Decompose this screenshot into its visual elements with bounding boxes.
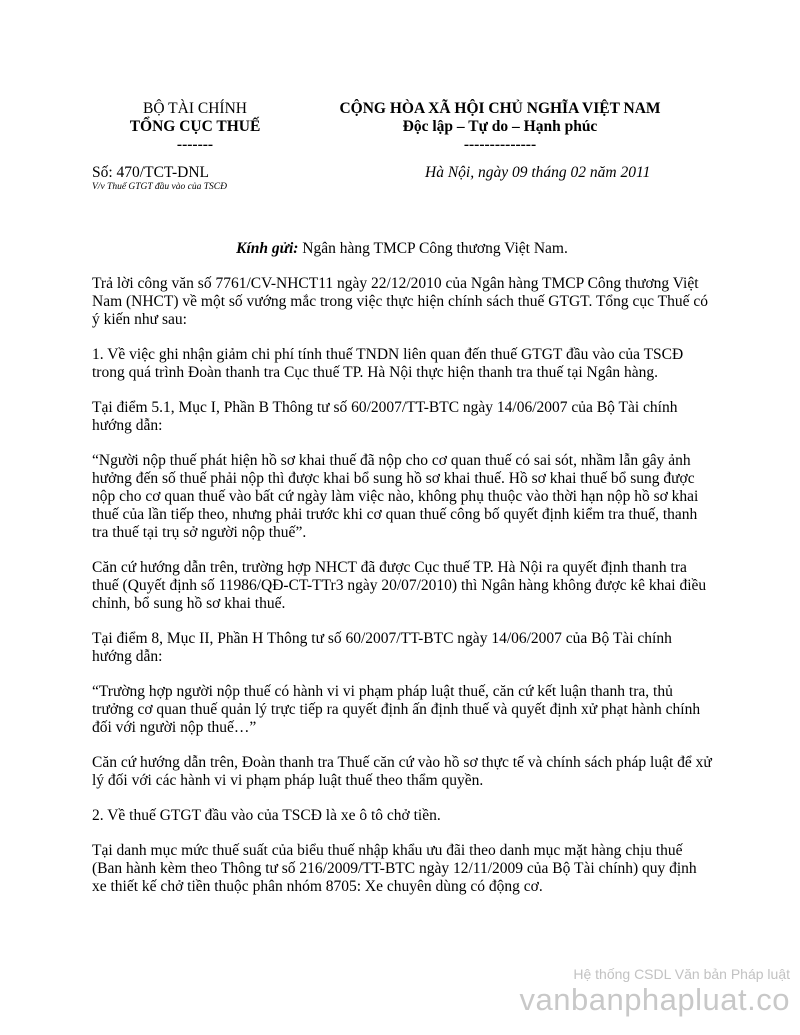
national-title-block bbox=[300, 100, 700, 154]
greeting bbox=[92, 240, 712, 258]
paragraph: Trả lời công văn số 7761/CV-NHCT11 ngày 22/12/2010 của Ngân hàng TMCP Công thương Việt Nam (NHCT) về một số vướng mắc trong việc thực hiện chính sách thuế GTGT. Tổng cục Thuế có ý kiến như sau: bbox=[92, 275, 708, 328]
issuer-block bbox=[95, 100, 295, 154]
department-name: TỔNG CỤC THUẾ bbox=[129, 118, 261, 135]
place-date: Hà Nội, ngày 09 tháng 02 năm 2011 bbox=[425, 164, 651, 181]
motto-divider: -------------- bbox=[463, 136, 537, 153]
issuer-divider: ------- bbox=[176, 136, 214, 153]
paragraph: “Trường hợp người nộp thuế có hành vi vi phạm pháp luật thuế, căn cứ kết luận thanh tra, thủ trưởng cơ quan thuế quản lý trực tiếp ra quyết định ấn định thuế và quyết định xử phạt hành chính đối với người nộp thuế…” bbox=[92, 683, 701, 736]
greeting-recipient: Ngân hàng TMCP Công thương Việt Nam. bbox=[298, 240, 568, 257]
paragraph: Căn cứ hướng dẫn trên, trường hợp NHCT đã được Cục thuế TP. Hà Nội ra quyết định thanh tra thuế (Quyết định số 11986/QĐ-CT-TTr3 ngày 20/07/2010) thì Ngân hàng không được kê khai điều chỉnh, bổ sung hồ sơ khai thuế. bbox=[92, 559, 707, 612]
paragraph: 2. Về thuế GTGT đầu vào của TSCĐ là xe ô tô chở tiền. bbox=[92, 807, 441, 824]
paragraph: 1. Về việc ghi nhận giảm chi phí tính thuế TNDN liên quan đến thuế GTGT đầu vào của TSCĐ trong quá trình Đoàn thanh tra Cục thuế TP. Hà Nội thực hiện thanh tra thuế tại Ngân hàng. bbox=[92, 346, 684, 381]
paragraph: Căn cứ hướng dẫn trên, Đoàn thanh tra Thuế căn cứ vào hồ sơ thực tế và chính sách pháp luật để xử lý đối với các hành vi vi phạm pháp luật thuế theo thẩm quyền. bbox=[92, 754, 712, 789]
paragraph: “Người nộp thuế phát hiện hồ sơ khai thuế đã nộp cho cơ quan thuế có sai sót, nhầm lẫn gây ảnh hưởng đến số thuế phải nộp thì được khai bổ sung hồ sơ khai thuế. Hồ sơ khai thuế bổ sung được nộp cho cơ quan thuế vào bất cứ ngày làm việc nào, không phụ thuộc vào thời hạn nộp hồ sơ khai thuế của lần tiếp theo, nhưng phải trước khi cơ quan thuế công bố quyết định kiểm tra thuế, thanh tra thuế tại trụ sở người nộp thuế”. bbox=[92, 452, 699, 541]
paragraph: Tại điểm 8, Mục II, Phần H Thông tư số 60/2007/TT-BTC ngày 14/06/2007 của Bộ Tài chính hướng dẫn: bbox=[92, 630, 672, 665]
paragraph: Tại điểm 5.1, Mục I, Phần B Thông tư số 60/2007/TT-BTC ngày 14/06/2007 của Bộ Tài chính hướng dẫn: bbox=[92, 399, 678, 434]
national-motto: Độc lập – Tự do – Hạnh phúc bbox=[402, 118, 598, 135]
ministry-name: BỘ TÀI CHÍNH bbox=[143, 100, 247, 117]
paragraph: Tại danh mục mức thuế suất của biểu thuế nhập khẩu ưu đãi theo danh mục mặt hàng chịu thuế (Ban hành kèm theo Thông tư số 216/2009/TT-BTC ngày 12/11/2009 của Bộ Tài chính) quy định xe thiết kế chở tiền thuộc phân nhóm 8705: Xe chuyên dùng có động cơ. bbox=[92, 842, 697, 895]
watermark-site: vanbanphapluat.co bbox=[519, 982, 790, 1017]
greeting-label: Kính gửi: bbox=[236, 240, 299, 257]
document-body bbox=[92, 240, 712, 913]
watermark-caption: Hệ thống CSDL Văn bản Pháp luật bbox=[573, 966, 790, 982]
document-subject: V/v Thuế GTGT đầu vào của TSCĐ bbox=[92, 182, 227, 192]
national-title: CỘNG HÒA XÃ HỘI CHỦ NGHĨA VIỆT NAM bbox=[339, 100, 661, 117]
document-number: Số: 470/TCT-DNL bbox=[92, 164, 209, 181]
